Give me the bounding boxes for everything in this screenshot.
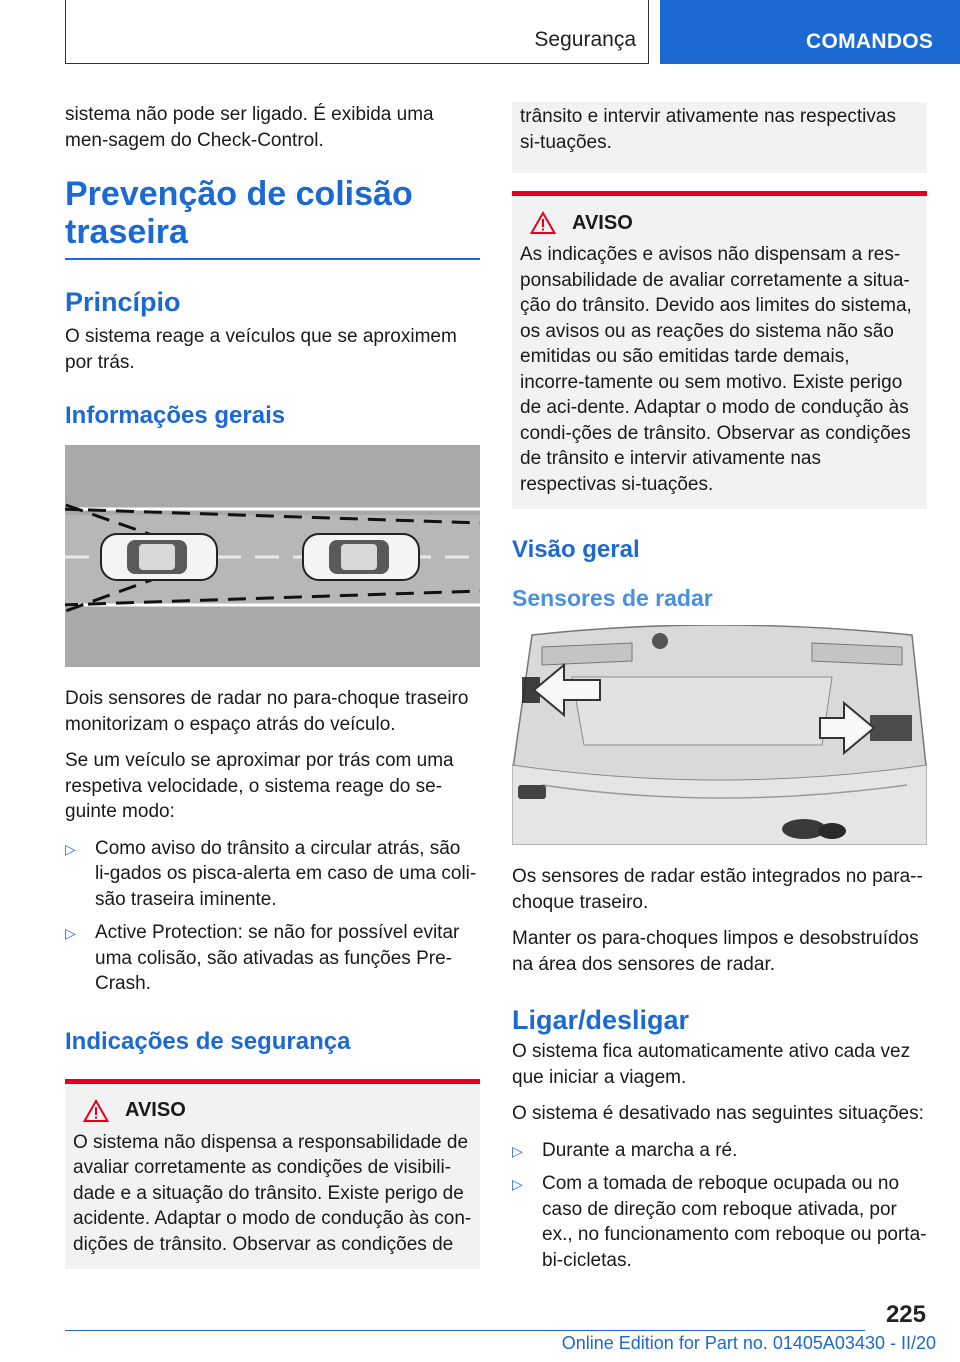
header-section-box	[65, 0, 649, 64]
overview-heading: Visão geral	[512, 536, 640, 563]
warning-box-continued	[512, 102, 927, 173]
warning-label: AVISO	[572, 211, 633, 234]
warning-triangle-icon	[83, 1099, 109, 1123]
radar-text-1: Os sensores de radar estão integrados no para--choque traseiro.	[512, 866, 923, 913]
triangle-bullet-icon: ▷	[65, 840, 76, 857]
list-item: ▷ Durante a marcha a ré.	[512, 1138, 927, 1164]
triangle-bullet-icon: ▷	[512, 1176, 523, 1192]
radar-heading: Sensores de radar	[512, 585, 713, 611]
list-item: ▷ Com a tomada de reboque ocupada ou no caso de direção com reboque ativada, por ex., no funcionamento com reboque ou porta-bi-cicletas.	[512, 1173, 927, 1271]
rear-car	[101, 534, 217, 580]
rear-bumper-illustration	[512, 625, 927, 850]
onoff-text-2: O sistema é desativado nas seguintes situações:	[512, 1103, 924, 1124]
footer-rule	[65, 1330, 865, 1331]
general-heading: Informações gerais	[65, 402, 286, 429]
warning-triangle-icon	[530, 211, 556, 235]
safety-heading: Indicações de segurança	[65, 1027, 351, 1055]
road-diagram-svg	[65, 445, 480, 667]
header-chapter-tab[interactable]: COMANDOS	[660, 0, 960, 64]
front-car	[303, 534, 419, 580]
warning-text: O sistema não dispensa a responsabilidade de avaliar corretamente as condições de visibili-dade e a situação do trânsito. Existe perigo de acidente. Adaptar o modo de condução às con-dições de trânsito. Observar as condições de	[73, 1131, 472, 1255]
list-item: ▷ Active Protection: se não for possível evitar uma colisão, são ativadas as funções Pre-Crash.	[65, 922, 460, 994]
title-rule	[65, 258, 480, 260]
right-column	[512, 102, 927, 1284]
principle-text: O sistema reage a veículos que se aproximem por trás.	[65, 326, 457, 373]
principle-heading: Princípio	[65, 287, 181, 317]
triangle-bullet-icon: ▷	[65, 925, 76, 941]
page-number: 225	[885, 1301, 926, 1328]
header-section-title: Segurança	[534, 28, 636, 51]
onoff-text-1: O sistema fica automaticamente ativo cada vez que iniciar a viagem.	[512, 1041, 911, 1088]
warning-continued-text: trânsito e intervir ativamente nas respectivas si-tuações.	[520, 106, 896, 153]
reaction-list	[65, 836, 480, 997]
list-item: ▷ Como aviso do trânsito a circular atrás, são li-gados os pisca-alerta em caso de uma coli-são traseira iminente.	[65, 837, 477, 910]
triangle-bullet-icon: ▷	[512, 1142, 523, 1159]
road-diagram	[65, 445, 480, 672]
onoff-heading: Ligar/desligar	[512, 1005, 690, 1035]
page-title: Prevenção de colisão traseira	[65, 175, 413, 251]
footer-edition-text: Online Edition for Part no. 01405A03430 - II/20	[561, 1333, 936, 1353]
warning-box-right	[512, 191, 927, 509]
warning-box-left	[65, 1079, 480, 1270]
intro-text: sistema não pode ser ligado. É exibida uma men-sagem do Check-Control.	[65, 104, 434, 151]
warning-text: As indicações e avisos não dispensam a res-ponsabilidade de avaliar corretamente a situa-ção do trânsito. Devido aos limites do sistema, os avisos ou as reações do sistema não são emitidas ou são emitidas tarde demais, incorre-tamente ou sem motivo. Existe perigo de aci-dente. Adaptar o modo de condução às condi-ções de trânsito. Observar as condições de trânsito e intervir ativamente nas respectivas si-tuações.	[520, 244, 912, 495]
rear-bumper-svg	[512, 625, 927, 845]
general-text-2: Se um veículo se aproximar por trás com uma respetiva velocidade, o sistema reage do se-guinte modo:	[65, 750, 454, 822]
radar-text-2: Manter os para-choques limpos e desobstruídos na área dos sensores de radar.	[512, 928, 919, 975]
left-column	[65, 102, 480, 1269]
general-text-1: Dois sensores de radar no para-choque traseiro monitorizam o espaço atrás do veículo.	[65, 688, 469, 735]
deactivation-list	[512, 1138, 927, 1274]
warning-label: AVISO	[125, 1099, 186, 1121]
